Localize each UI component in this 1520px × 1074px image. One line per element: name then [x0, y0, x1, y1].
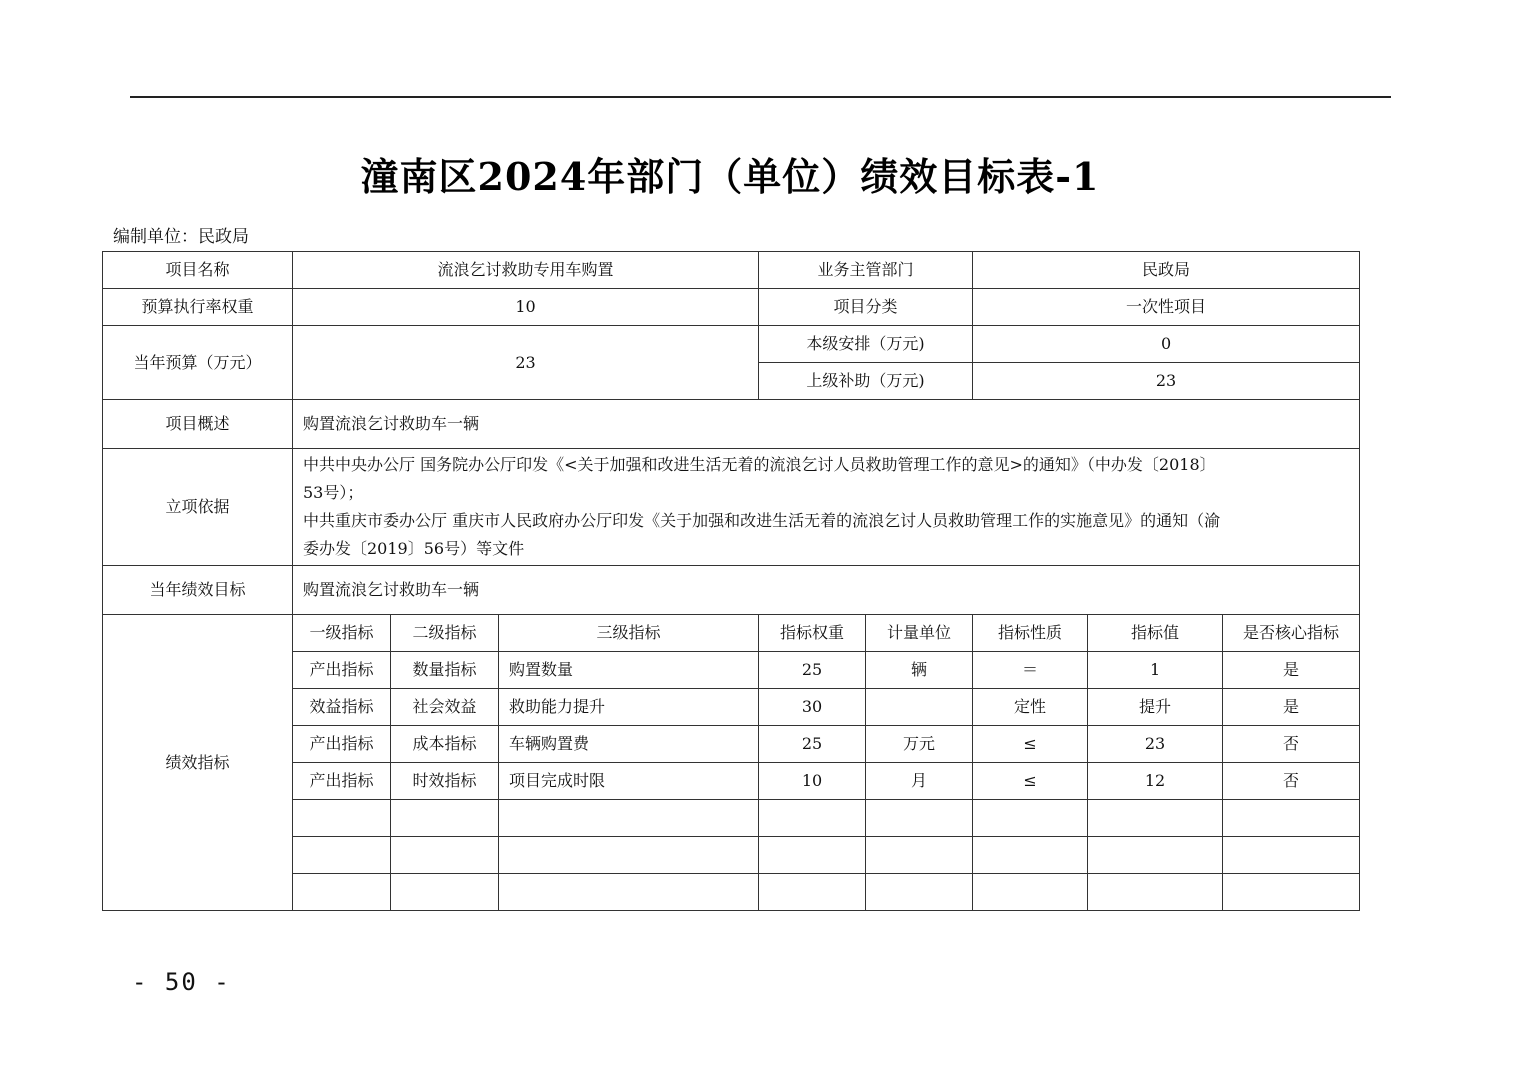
basis-line: 中共重庆市委办公厅 重庆市人民政府办公厅印发《关于加强和改进生活无着的流浪乞讨人员救助管理工作的实施意见》的通知（渝	[303, 511, 1221, 530]
column-header: 是否核心指标	[1223, 615, 1360, 652]
indicator-unit	[866, 837, 973, 874]
local-budget-label: 本级安排（万元)	[759, 326, 973, 363]
indicator-nature	[973, 837, 1088, 874]
page-number: - 50 -	[132, 968, 231, 996]
level2-indicator	[391, 800, 499, 837]
column-header: 指标性质	[973, 615, 1088, 652]
basis-line: 53号）；	[303, 483, 364, 502]
level3-indicator	[499, 800, 759, 837]
indicator-weight	[759, 800, 866, 837]
superior-subsidy-label: 上级补助（万元)	[759, 363, 973, 400]
budget-value: 23	[293, 326, 759, 400]
indicators-section-label: 绩效指标	[103, 615, 293, 911]
compiling-unit: 编制单位：民政局	[113, 227, 249, 247]
level3-indicator: 车辆购置费	[499, 726, 759, 763]
indicator-value: 1	[1088, 652, 1223, 689]
column-header: 一级指标	[293, 615, 391, 652]
core-indicator-flag: 否	[1223, 763, 1360, 800]
indicator-value: 23	[1088, 726, 1223, 763]
level2-indicator: 时效指标	[391, 763, 499, 800]
core-indicator-flag	[1223, 837, 1360, 874]
indicator-unit	[866, 800, 973, 837]
weight-label: 预算执行率权重	[103, 289, 293, 326]
level1-indicator	[293, 874, 391, 911]
indicator-unit	[866, 874, 973, 911]
weight-value: 10	[293, 289, 759, 326]
level1-indicator: 产出指标	[293, 763, 391, 800]
indicator-nature	[973, 874, 1088, 911]
level3-indicator: 项目完成时限	[499, 763, 759, 800]
table-row	[103, 400, 1360, 449]
performance-target-table	[102, 251, 1360, 911]
overview-value: 购置流浪乞讨救助车一辆	[293, 400, 1360, 449]
indicator-value	[1088, 837, 1223, 874]
indicator-value: 提升	[1088, 689, 1223, 726]
indicator-unit: 辆	[866, 652, 973, 689]
level1-indicator: 产出指标	[293, 726, 391, 763]
goal-value: 购置流浪乞讨救助车一辆	[293, 566, 1360, 615]
indicator-weight	[759, 837, 866, 874]
indicator-nature	[973, 800, 1088, 837]
level3-indicator: 购置数量	[499, 652, 759, 689]
column-header: 三级指标	[499, 615, 759, 652]
column-header: 二级指标	[391, 615, 499, 652]
indicator-weight: 30	[759, 689, 866, 726]
basis-label: 立项依据	[103, 449, 293, 566]
indicator-weight: 25	[759, 726, 866, 763]
table-row	[103, 449, 1360, 566]
indicator-header-row	[103, 615, 1360, 652]
core-indicator-flag: 是	[1223, 652, 1360, 689]
indicator-value	[1088, 874, 1223, 911]
project-name-label: 项目名称	[103, 252, 293, 289]
indicator-unit: 万元	[866, 726, 973, 763]
core-indicator-flag	[1223, 800, 1360, 837]
level3-indicator: 救助能力提升	[499, 689, 759, 726]
indicator-unit: 月	[866, 763, 973, 800]
basis-line: 委办发〔2019〕56号）等文件	[303, 539, 525, 558]
table-row	[103, 252, 1360, 289]
level2-indicator: 社会效益	[391, 689, 499, 726]
column-header: 计量单位	[866, 615, 973, 652]
indicator-value	[1088, 800, 1223, 837]
superior-subsidy-value: 23	[973, 363, 1360, 400]
local-budget-value: 0	[973, 326, 1360, 363]
page-title: 潼南区2024年部门（单位）绩效目标表-1	[360, 154, 1100, 199]
table-row	[103, 289, 1360, 326]
indicator-unit	[866, 689, 973, 726]
project-name-value: 流浪乞讨救助专用车购置	[293, 252, 759, 289]
indicator-nature: 定性	[973, 689, 1088, 726]
category-label: 项目分类	[759, 289, 973, 326]
header-rule	[130, 96, 1391, 98]
dept-label: 业务主管部门	[759, 252, 973, 289]
column-header: 指标权重	[759, 615, 866, 652]
table-row	[103, 566, 1360, 615]
table-row	[103, 326, 1360, 363]
level3-indicator	[499, 874, 759, 911]
level1-indicator	[293, 837, 391, 874]
core-indicator-flag: 否	[1223, 726, 1360, 763]
core-indicator-flag: 是	[1223, 689, 1360, 726]
dept-value: 民政局	[973, 252, 1360, 289]
basis-text	[293, 449, 1360, 566]
level1-indicator	[293, 800, 391, 837]
category-value: 一次性项目	[973, 289, 1360, 326]
indicator-weight: 25	[759, 652, 866, 689]
basis-line: 中共中央办公厅 国务院办公厅印发《<关于加强和改进生活无着的流浪乞讨人员救助管理工作的意见>的通知》（中办发〔2018〕	[303, 455, 1216, 474]
level1-indicator: 产出指标	[293, 652, 391, 689]
overview-label: 项目概述	[103, 400, 293, 449]
indicator-weight	[759, 874, 866, 911]
indicator-value: 12	[1088, 763, 1223, 800]
level2-indicator	[391, 874, 499, 911]
budget-label: 当年预算（万元）	[103, 326, 293, 400]
indicator-weight: 10	[759, 763, 866, 800]
level3-indicator	[499, 837, 759, 874]
core-indicator-flag	[1223, 874, 1360, 911]
indicator-nature: ＝	[973, 652, 1088, 689]
goal-label: 当年绩效目标	[103, 566, 293, 615]
indicator-nature: ≤	[973, 763, 1088, 800]
column-header: 指标值	[1088, 615, 1223, 652]
level2-indicator	[391, 837, 499, 874]
level2-indicator: 数量指标	[391, 652, 499, 689]
level1-indicator: 效益指标	[293, 689, 391, 726]
level2-indicator: 成本指标	[391, 726, 499, 763]
indicator-nature: ≤	[973, 726, 1088, 763]
